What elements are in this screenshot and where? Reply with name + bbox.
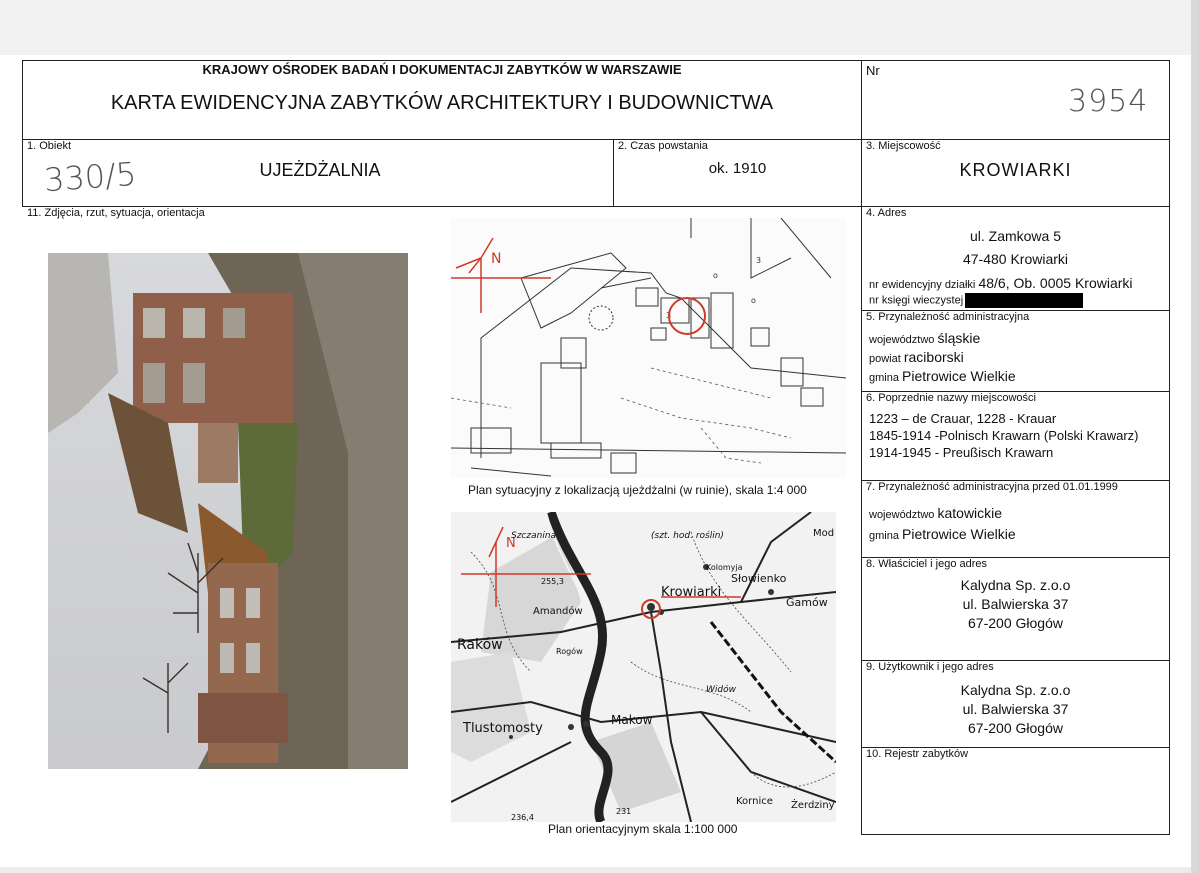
przynaleznosc-przed-woj-value: katowickie bbox=[937, 505, 1003, 521]
uzytkownik-line-2: ul. Balwierska 37 bbox=[962, 701, 1069, 717]
dzialka-label: nr ewidencyjny działki bbox=[869, 279, 976, 291]
zdjecia-label: 11. Zdjęcia, rzut, sytuacja, orientacja bbox=[27, 207, 205, 219]
obiekt-label: 1. Obiekt bbox=[27, 140, 72, 152]
scan-margin-top bbox=[0, 0, 1199, 55]
rejestr-cell bbox=[861, 747, 1170, 835]
elevation-255-3: 255,3 bbox=[541, 577, 564, 586]
przynaleznosc-przed-gmina-value: Pietrowice Wielkie bbox=[902, 526, 1016, 542]
svg-text:3: 3 bbox=[666, 311, 672, 320]
wlasciciel-line-1: Kalydna Sp. z.o.o bbox=[960, 577, 1071, 593]
place-gamow: Gamów bbox=[786, 596, 828, 609]
przynaleznosc-powiat-label: powiat bbox=[869, 353, 901, 365]
przynaleznosc-label: 5. Przynależność administracyjna bbox=[866, 311, 1030, 323]
przynaleznosc-woj-label: województwo bbox=[869, 334, 935, 346]
place-widow: Widów bbox=[706, 685, 736, 695]
czas-label: 2. Czas powstania bbox=[618, 140, 708, 152]
place-szt-hod: (szt. hod. roślin) bbox=[651, 531, 724, 541]
nr-label: Nr bbox=[866, 63, 880, 78]
przynaleznosc-woj-value: śląskie bbox=[937, 330, 981, 346]
obiekt-value: UJEŻDŻALNIA bbox=[259, 160, 381, 180]
miejscowosc-value: KROWIARKI bbox=[959, 160, 1072, 180]
nazwy-line-3: 1914-1945 - Preußisch Krawarn bbox=[869, 445, 1054, 460]
place-krowiarki: Krowiarki bbox=[661, 585, 722, 600]
ksiega-redaction bbox=[965, 293, 1083, 308]
ksiega-row bbox=[869, 293, 1083, 308]
przynaleznosc-powiat-row bbox=[869, 349, 964, 365]
map1-north-arrow-label: N bbox=[491, 251, 502, 267]
place-kolomyja: Kolomyja bbox=[706, 563, 743, 572]
czas-value: ok. 1910 bbox=[708, 160, 767, 177]
svg-text:o: o bbox=[713, 271, 718, 280]
dzialka-row bbox=[869, 275, 1133, 291]
place-mod: Mod bbox=[813, 528, 835, 539]
scan-margin-bottom bbox=[0, 867, 1199, 873]
wlasciciel-line-3: 67-200 Głogów bbox=[968, 615, 1063, 631]
adres-city: 47-480 Krowiarki bbox=[962, 251, 1069, 267]
przynaleznosc-przed-woj-label: województwo bbox=[869, 509, 935, 521]
uzytkownik-line-1: Kalydna Sp. z.o.o bbox=[960, 682, 1071, 698]
adres-street: ul. Zamkowa 5 bbox=[969, 228, 1062, 244]
orientation-map bbox=[451, 512, 836, 822]
elevation-231: 231 bbox=[616, 807, 632, 816]
place-zerdziny: Żerdziny bbox=[791, 800, 835, 811]
przynaleznosc-gmina-value: Pietrowice Wielkie bbox=[902, 368, 1016, 384]
scan-edge-right bbox=[1191, 0, 1199, 873]
adres-label: 4. Adres bbox=[866, 207, 907, 219]
dzialka-value: 48/6, Ob. 0005 Krowiarki bbox=[978, 275, 1133, 291]
ruin-photo-image bbox=[48, 253, 408, 769]
nazwy-line-1: 1223 – de Crauar, 1228 - Krauar bbox=[869, 411, 1057, 426]
svg-text:3: 3 bbox=[756, 256, 762, 265]
uzytkownik-line-3: 67-200 Głogów bbox=[968, 720, 1063, 736]
place-tlustomosty: Tlustomosty bbox=[463, 721, 543, 736]
orientation-map-image bbox=[451, 512, 836, 822]
nazwy-label: 6. Poprzednie nazwy miejscowości bbox=[866, 392, 1036, 404]
miejscowosc-label: 3. Miejscowość bbox=[866, 140, 941, 152]
uzytkownik-label: 9. Użytkownik i jego adres bbox=[866, 661, 994, 673]
przynaleznosc-przed-label: 7. Przynależność administracyjna przed 01.01.1999 bbox=[866, 481, 1118, 493]
przynaleznosc-gmina-row bbox=[869, 368, 1016, 384]
przynaleznosc-przed-gmina-label: gmina bbox=[869, 530, 899, 542]
orientation-map-caption: Plan orientacyjnym skala 1:100 000 bbox=[548, 822, 738, 836]
przynaleznosc-przed-gmina-row bbox=[869, 526, 1016, 542]
place-rogow: Rogów bbox=[556, 647, 583, 656]
wlasciciel-label: 8. Właściciel i jego adres bbox=[866, 558, 988, 570]
situation-map-caption: Plan sytuacyjny z lokalizacją ujeżdżalni (w ruinie), skala 1:4 000 bbox=[468, 483, 807, 497]
svg-text:o: o bbox=[751, 296, 756, 305]
nazwy-line-2: 1845-1914 -Polnisch Krawarn (Polski Krawarz) bbox=[869, 428, 1139, 443]
przynaleznosc-woj-row bbox=[869, 330, 980, 346]
obiekt-handwritten-number: 330/5 bbox=[42, 154, 138, 200]
rejestr-label: 10. Rejestr zabytków bbox=[866, 748, 969, 760]
place-rakow: Raków bbox=[457, 637, 503, 653]
card-title: KARTA EWIDENCYJNA ZABYTKÓW ARCHITEKTURY I BUDOWNICTWA bbox=[110, 92, 774, 114]
map2-north-arrow-label: N bbox=[506, 536, 516, 551]
przynaleznosc-gmina-label: gmina bbox=[869, 372, 899, 384]
place-makow: Makow bbox=[611, 713, 653, 727]
nr-handwritten-value: 3954 bbox=[1068, 84, 1149, 119]
zdjecia-left-border bbox=[22, 206, 23, 207]
situation-map bbox=[451, 218, 846, 478]
ruin-photo bbox=[48, 253, 408, 769]
place-kornice: Kornice bbox=[736, 796, 773, 807]
place-amandow: Amandów bbox=[533, 606, 583, 617]
place-szczanina: Szczanina bbox=[511, 531, 557, 541]
place-slowienko: Słowienko bbox=[731, 572, 787, 585]
przynaleznosc-przed-woj-row bbox=[869, 505, 1002, 521]
wlasciciel-line-2: ul. Balwierska 37 bbox=[962, 596, 1069, 612]
przynaleznosc-powiat-value: raciborski bbox=[903, 349, 964, 365]
situation-map-image bbox=[451, 218, 846, 478]
institution-name: KRAJOWY OŚRODEK BADAŃ I DOKUMENTACJI ZABYTKÓW W WARSZAWIE bbox=[202, 62, 682, 77]
ksiega-label: nr księgi wieczystej bbox=[869, 294, 964, 307]
elevation-236-4: 236,4 bbox=[511, 813, 534, 822]
